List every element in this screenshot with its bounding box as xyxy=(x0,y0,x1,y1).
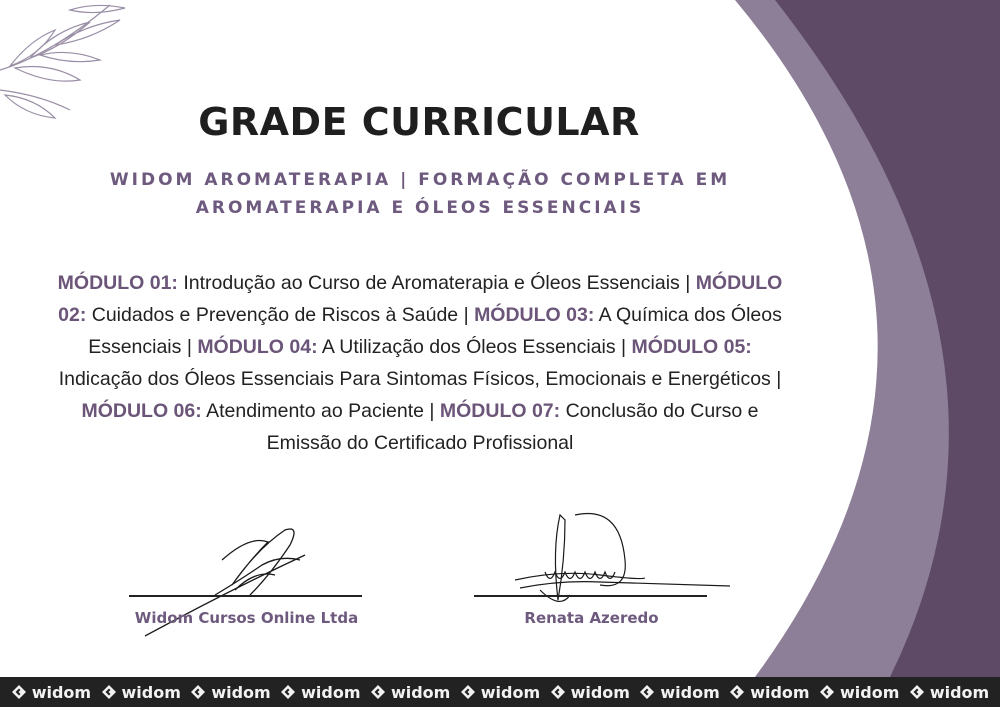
module-label: MÓDULO 05: xyxy=(631,336,752,358)
watermark-text: widom xyxy=(660,682,720,702)
watermark-text: widom xyxy=(480,682,541,702)
watermark-logo xyxy=(280,683,360,702)
watermark-text: widom xyxy=(301,682,361,702)
watermark-logo xyxy=(729,683,809,702)
module-separator: | xyxy=(458,304,475,326)
watermark-logo xyxy=(639,683,719,702)
module-text: A Utilização dos Óleos Essenciais xyxy=(317,336,616,358)
signature-name-right: Renata Azeredo xyxy=(524,609,659,627)
module-label: MÓDULO 07: xyxy=(439,400,561,422)
module-text: Introdução ao Curso de Aromaterapia e Óleos Essenciais xyxy=(177,272,680,294)
diamond-arrow-icon xyxy=(639,684,655,700)
page-title: GRADE CURRICULAR xyxy=(198,100,640,144)
watermark-text: widom xyxy=(211,682,271,702)
watermark-text: widom xyxy=(570,682,630,702)
module-text: Cuidados e Prevenção de Riscos à Saúde xyxy=(86,304,459,326)
module-separator: | xyxy=(770,368,782,390)
watermark-logo xyxy=(101,683,181,702)
module-label: MÓDULO 01: xyxy=(57,272,178,294)
signature-line-right xyxy=(474,595,707,597)
diamond-arrow-icon xyxy=(909,684,925,700)
module-separator: | xyxy=(423,400,440,422)
module-label: MÓDULO 04: xyxy=(197,336,318,358)
signature-name-left: Widom Cursos Online Ltda xyxy=(134,609,359,627)
diamond-arrow-icon xyxy=(280,684,296,700)
module-list xyxy=(50,267,790,459)
diamond-arrow-icon xyxy=(11,684,27,700)
watermark-logo xyxy=(190,683,270,702)
watermark-text: widom xyxy=(121,682,181,702)
module-item xyxy=(58,272,680,294)
watermark-logo xyxy=(819,683,899,702)
watermark-text: widom xyxy=(840,682,900,702)
diamond-arrow-icon xyxy=(190,684,206,700)
module-text: Indicação dos Óleos Essenciais Para Sintomas Físicos, Emocionais e Energéticos xyxy=(58,368,771,390)
module-separator: | xyxy=(181,336,198,358)
diamond-arrow-icon xyxy=(729,684,745,700)
diamond-arrow-icon xyxy=(550,684,566,700)
module-text: Atendimento ao Paciente xyxy=(201,400,424,422)
module-item xyxy=(81,400,424,422)
module-separator: | xyxy=(679,272,696,294)
watermark-text: widom xyxy=(929,682,990,702)
watermark-text: widom xyxy=(31,682,92,702)
watermark-logo xyxy=(11,683,91,702)
footer-watermark-bar xyxy=(0,677,1000,707)
page-subtitle: WIDOM AROMATERAPIA | FORMAÇÃO COMPLETA EM AROMATERAPIA E ÓLEOS ESSENCIAIS xyxy=(109,170,731,218)
module-label: MÓDULO 06: xyxy=(81,400,202,422)
module-text: A Química dos Óleos Essenciais xyxy=(88,304,782,358)
watermark-logo xyxy=(909,683,989,702)
module-label: MÓDULO 02: xyxy=(58,272,783,326)
watermark-text: widom xyxy=(390,682,451,702)
diamond-arrow-icon xyxy=(460,684,476,700)
watermark-logo xyxy=(550,683,630,702)
module-label: MÓDULO 03: xyxy=(474,304,595,326)
module-item xyxy=(197,336,615,358)
module-text: Conclusão do Curso e Emissão do Certificado Profissional xyxy=(266,400,759,454)
signature-line-left xyxy=(129,595,362,597)
watermark-text: widom xyxy=(750,682,810,702)
watermark-logo xyxy=(370,683,450,702)
diamond-arrow-icon xyxy=(101,684,117,700)
module-separator: | xyxy=(615,336,632,358)
diamond-arrow-icon xyxy=(819,684,835,700)
watermark-logo xyxy=(460,683,540,702)
diamond-arrow-icon xyxy=(370,684,386,700)
